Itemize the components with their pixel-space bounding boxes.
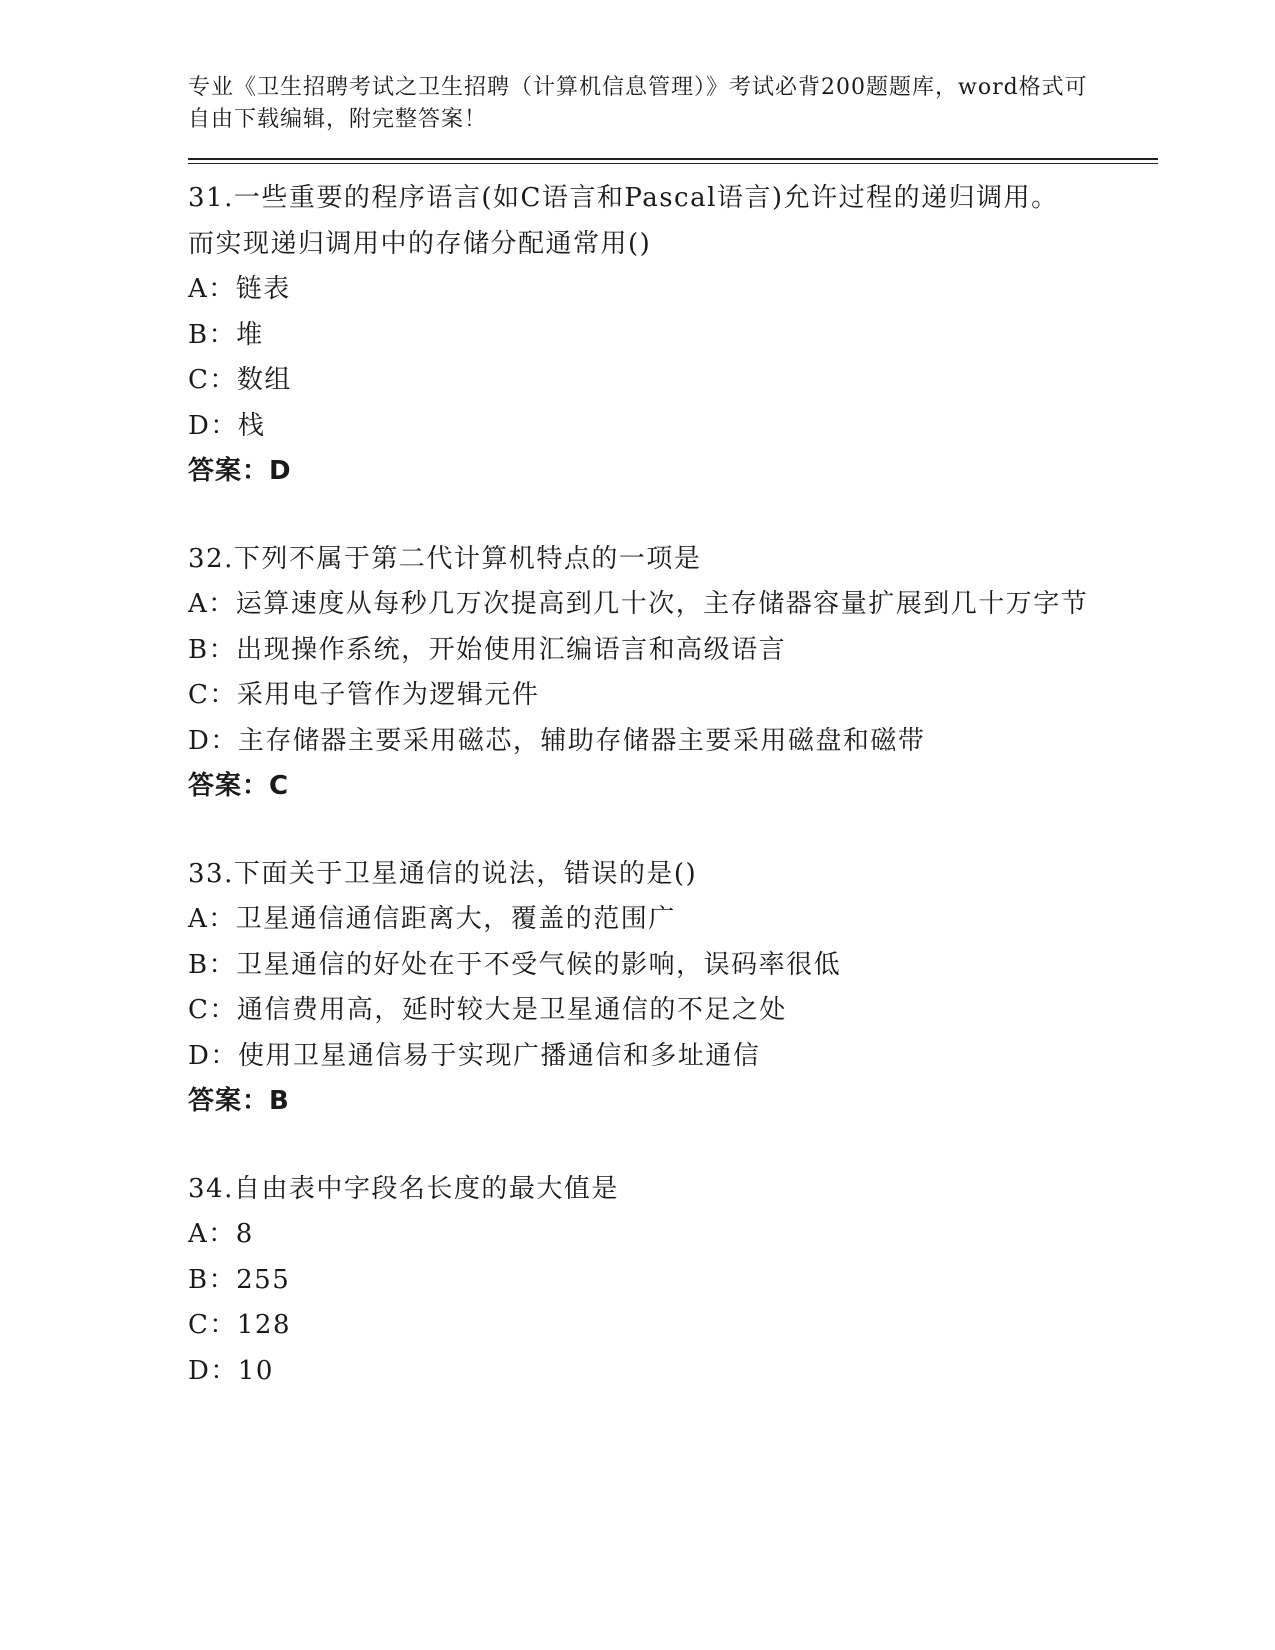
answer-line: 答案：B (188, 1086, 290, 1116)
option-b: B：卫星通信的好处在于不受气候的影响，误码率很低 (188, 949, 842, 980)
option-a: A：8 (188, 1219, 254, 1249)
option-b: B：255 (188, 1264, 291, 1295)
option-c: C：采用电子管作为逻辑元件 (188, 680, 540, 710)
divider-line-thick (188, 158, 1158, 160)
document-page (188, 72, 1158, 1394)
option-d: D：使用卫星通信易于实现广播通信和多址通信 (188, 1040, 761, 1071)
divider-line-thin (188, 163, 1158, 164)
option-d: D：栈 (188, 410, 266, 441)
option-d: D：10 (188, 1355, 274, 1386)
option-b: B：出现操作系统，开始使用汇编语言和高级语言 (188, 634, 787, 665)
answer-line: 答案：C (188, 771, 290, 801)
option-c: C：通信费用高，延时较大是卫星通信的不足之处 (188, 995, 787, 1025)
option-c: C：数组 (188, 365, 292, 395)
option-a: A：链表 (188, 274, 291, 304)
question-text: 33.下面关于卫星通信的说法，错误的是() (188, 858, 698, 889)
question-text: 32.下列不属于第二代计算机特点的一项是 (188, 543, 702, 574)
question-31 (188, 176, 1158, 495)
question-34 (188, 1167, 1158, 1395)
option-a: A：运算速度从每秒几万次提高到几十次，主存储器容量扩展到几十万字节 (188, 589, 1089, 619)
option-a: A：卫星通信通信距离大，覆盖的范围广 (188, 904, 676, 934)
option-d: D：主存储器主要采用磁芯，辅助存储器主要采用磁盘和磁带 (188, 725, 926, 756)
document-header: 专业《卫生招聘考试之卫生招聘（计算机信息管理）》考试必背200题题库，word格式可自由下载编辑，附完整答案！ (188, 75, 1088, 132)
question-32 (188, 537, 1158, 810)
option-c: C：128 (188, 1310, 292, 1340)
option-b: B：堆 (188, 319, 264, 350)
header-divider (188, 158, 1158, 164)
question-33 (188, 852, 1158, 1125)
answer-line: 答案：D (188, 456, 292, 486)
question-text: 34.自由表中字段名长度的最大值是 (188, 1173, 619, 1204)
question-text: 31.一些重要的程序语言(如C语言和Pascal语言)允许过程的递归调用。而实现递归调用中的存储分配通常用() (188, 183, 1059, 259)
